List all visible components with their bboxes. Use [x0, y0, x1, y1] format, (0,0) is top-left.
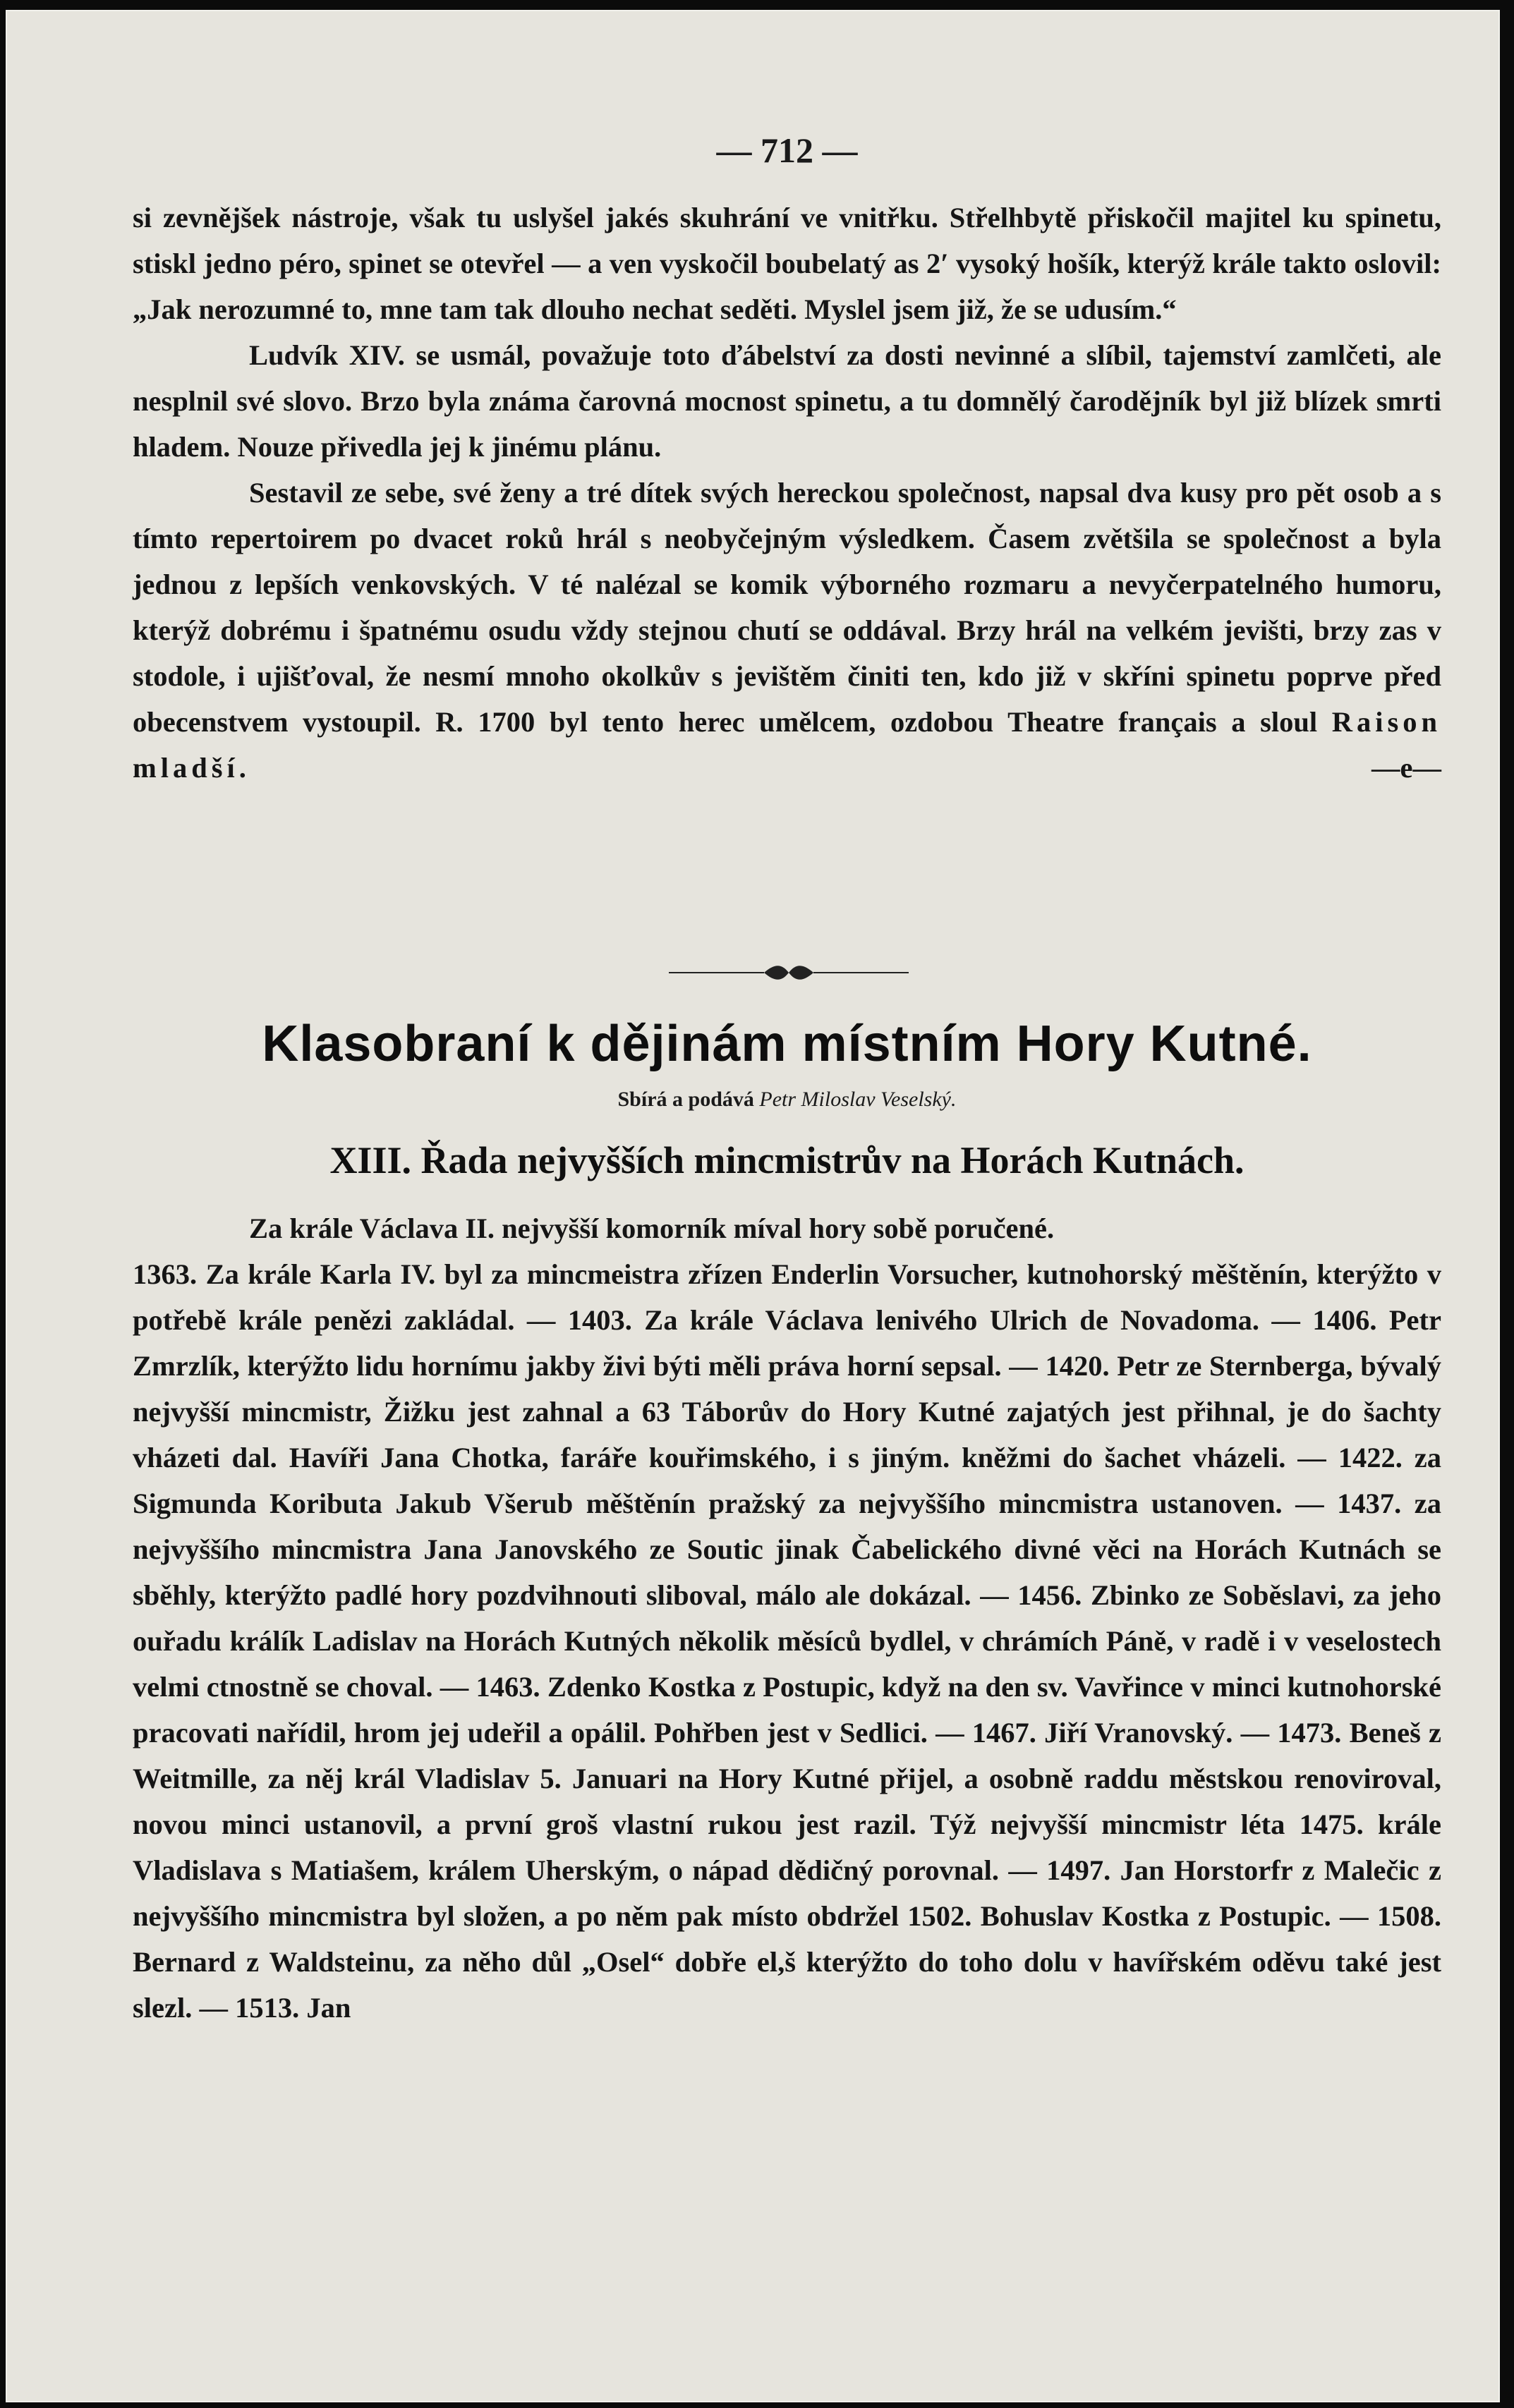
page-number: — 712 —: [716, 130, 858, 170]
actor-name: Raison mladší.: [133, 706, 1441, 784]
story-paragraph-3: [133, 470, 1441, 791]
book-page: [6, 10, 1500, 2402]
section-divider-ornament: [669, 962, 909, 983]
end-mark: —e—: [1371, 752, 1441, 784]
byline-author: Petr Miloslav Veselský.: [759, 1088, 957, 1111]
chapter-title: XIII. Řada nejvyšších mincmistrův na Horách Kutnách.: [329, 1139, 1244, 1181]
story-paragraph-2: Ludvík XIV. se usmál, považuje toto ďábelství za dosti nevinné a slíbil, tajemství zamlčeti, ale nesplnil své slovo. Brzo byla známa čarovná mocnost spinetu, a tu domnělý čarodějník byl již blízek smrti hladem. Nouze přivedla jej k jinému plánu.: [133, 339, 1441, 463]
chapter-paragraph-2: 1363. Za krále Karla IV. byl za mincmeistra zřízen Enderlin Vorsucher, kutnohorský měštěnín, kterýžto v potřebě krále penězi zakládal. — 1403. Za krále Václava lenivého Ulrich de Novadoma. — 1406. Petr Zmrzlík, kterýžto lidu hornímu jakby živi býti měli práva horní sepsal. — 1420. Petr ze Sternberga, bývalý nejvyšší mincmistr, Žižku jest zahnal a 63 Táborův do Hory Kutné zajatých jest přihnal, je do šachty vházeti dal. Havíři Jana Chotka, faráře kouřimského, i s jiným. kněžmi do šachet vházeli. — 1422. za Sigmunda Koributa Jakub Všerub měštěnín pražský za nejvyššího mincmistra ustanoven. — 1437. za nejvyššího mincmistra Jana Janovského ze Soutic jinak Čabelického divné věci na Horách Kutnách se sběhly, kterýžto padlé hory pozdvihnouti sliboval, málo ale dokázal. — 1456. Zbinko ze Soběslavi, za jeho ouřadu králík Ladislav na Horách Kutných několik měsíců bydlel, v chrámích Páně, v radě i v veselostech velmi ctnostně se choval. — 1463. Zdenko Kostka z Postupic, když na den sv. Vavřince v minci kutnohorské pracovati nařídil, hrom jej udeřil a opálil. Pohřben jest v Sedlici. — 1467. Jiří Vranovský. — 1473. Beneš z Weitmille, za něj král Vladislav 5. Januari na Hory Kutné přijel, a osobně raddu městskou renoviroval, novou minci ustanovil, a první groš vlastní rukou jest razil. Týž nejvyšší mincmistr léta 1475. krále Vladislava s Matiašem, králem Uherským, o nápad dědičný porovnal. — 1497. Jan Horstorfr z Malečic z nejvyššího mincmistra byl složen, a po něm pak místo obdržel 1502. Bohuslav Kostka z Postupic. — 1508. Bernard z Waldsteinu, za něho důl „Osel“ dobře el,š kterýžto do toho dolu v havířském oděvu také jest slezl. — 1513. Jan: [133, 1258, 1441, 2024]
byline-prefix: Sbírá a podává: [617, 1088, 754, 1111]
story-paragraph-3-text: Sestavil ze sebe, své ženy a tré dítek svých hereckou společnost, napsal dva kusy pro pět osob a s tímto repertoirem po dvacet roků hrál s neobyčejným výsledkem. Časem zvětšila se společnost a byla jednou z lepších venkovských. V té nalézal se komik výborného rozmaru a nevyčerpatelného humoru, kterýž dobrému i špatnému osudu vždy stejnou chutí se oddával. Brzy hrál na velkém jevišti, brzy zas v stodole, i ujišťoval, že nesmí mnoho okolkův s jevištěm činiti ten, kdo již v skříni spinetu poprve před obecenstvem vystoupil. R. 1700 byl tento herec umělcem, ozdobou Theatre français a sloul: [133, 477, 1441, 738]
chapter-text: [133, 1205, 1441, 2031]
story-paragraph-1: si zevnějšek nástroje, však tu uslyšel jakés skuhrání ve vnitřku. Střelhbytě přiskočil majitel ku spinetu, stiskl jedno péro, spinet se otevřel — a ven vyskočil boubelatý as 2′ vysoký hošík, kterýž krále takto oslovil: „Jak nerozumné to, mne tam tak dlouho nechat seděti. Myslel jsem již, že se udusím.“: [133, 202, 1441, 325]
chapter-paragraph-1: Za krále Václava II. nejvyšší komorník míval hory sobě poručené.: [249, 1212, 1055, 1244]
story-text: [133, 195, 1441, 791]
byline: [133, 1088, 1441, 1112]
section-title: Klasobraní k dějinám místním Hory Kutné.: [262, 1016, 1312, 1072]
